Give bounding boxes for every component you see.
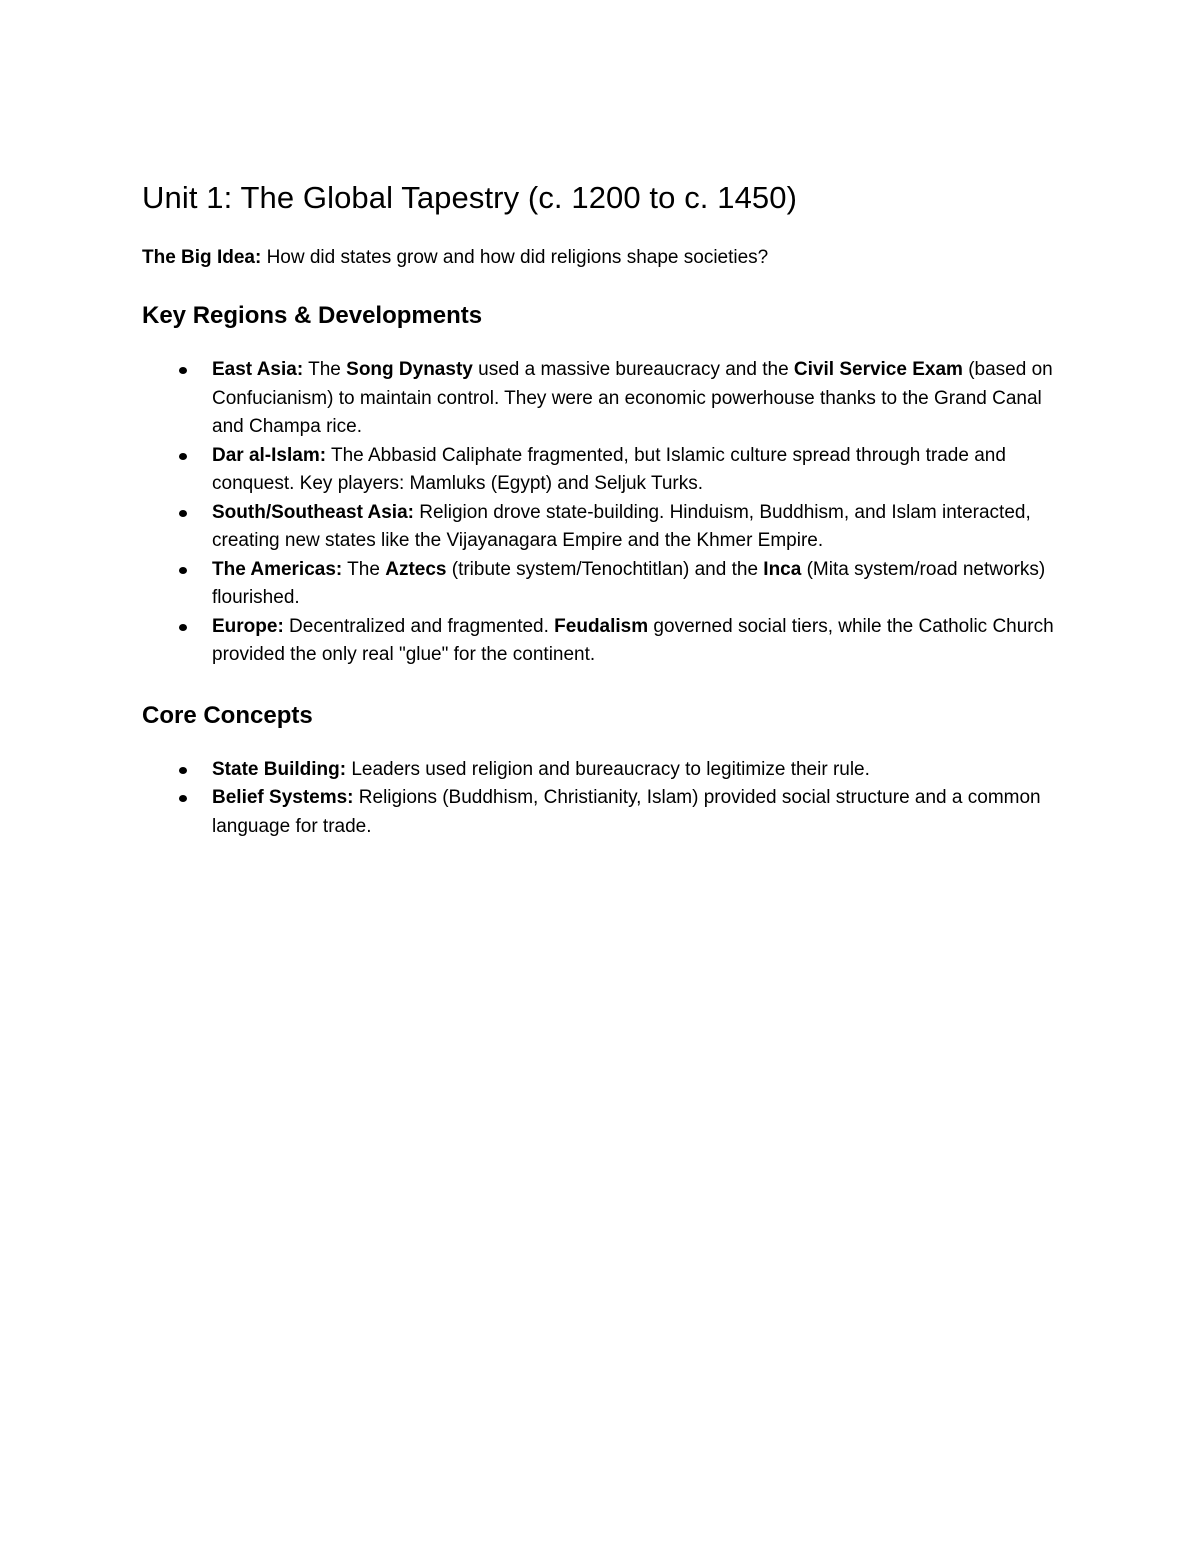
item-bold-term: Inca: [763, 558, 802, 580]
item-text: Leaders used religion and bureaucracy to legitimize their rule.: [346, 758, 870, 780]
item-text: Religion drove state-building. Hinduism, Buddhism, and Islam interacted, creating new states like the Vijayanagara Empire and the Khmer Empire.: [212, 501, 1031, 551]
list-item-europe: [142, 613, 1072, 670]
item-label: Belief Systems:: [212, 787, 354, 808]
section-heading-core-concepts: Core Concepts: [142, 701, 313, 729]
item-bold-term: Civil Service Exam: [793, 359, 963, 380]
item-label: East Asia:: [212, 359, 304, 380]
item-bold-term: Feudalism: [554, 615, 649, 637]
item-text: (based on Confucianism) to maintain control. They were an economic powerhouse thanks to the Grand Canal and Champa rice.: [212, 359, 1053, 437]
item-bold-term: Aztecs: [385, 558, 447, 580]
bullet-icon: [179, 367, 187, 374]
document-page: [142, 178, 1072, 841]
bullet-icon: [179, 795, 187, 802]
bullet-icon: [179, 767, 187, 774]
list-item-state-building: [142, 756, 1072, 785]
key-regions-list: [142, 356, 1072, 670]
item-text: Decentralized and fragmented.: [283, 615, 555, 637]
item-label: Europe:: [212, 615, 284, 637]
section-heading-key-regions: Key Regions & Developments: [142, 302, 483, 329]
core-concepts-list: [142, 756, 1072, 842]
bullet-icon: [179, 510, 187, 517]
big-idea-label: The Big Idea:: [142, 247, 262, 268]
item-text: Religions (Buddhism, Christianity, Islam) provided social structure and a common language for trade.: [212, 787, 1041, 837]
bullet-icon: [179, 624, 187, 631]
item-text: The Abbasid Caliphate fragmented, but Islamic culture spread through trade and conquest. Key players: Mamluks (Egypt) and Seljuk Turks.: [212, 444, 1006, 494]
list-item-east-asia: [142, 356, 1072, 442]
item-label: South/Southeast Asia:: [212, 501, 414, 523]
big-idea-paragraph: [142, 244, 1072, 272]
item-bold-term: Song Dynasty: [346, 359, 473, 380]
item-text: used a massive bureaucracy and the: [472, 359, 794, 380]
item-text: The: [303, 359, 347, 380]
bullet-icon: [179, 453, 187, 460]
list-item-south-southeast-asia: [142, 499, 1072, 556]
item-label: Dar al-Islam:: [212, 444, 327, 466]
item-text: (tribute system/Tenochtitlan) and the: [446, 558, 764, 580]
item-label: State Building:: [212, 758, 347, 780]
item-text: (Mita system/road networks) flourished.: [212, 558, 1046, 608]
item-label: The Americas:: [212, 558, 343, 580]
item-text: governed social tiers, while the Catholic Church provided the only real "glue" for the continent.: [212, 615, 1054, 665]
list-item-the-americas: [142, 556, 1072, 613]
list-item-belief-systems: [142, 784, 1072, 841]
page-title: Unit 1: The Global Tapestry (c. 1200 to c. 1450): [142, 180, 798, 215]
bullet-icon: [179, 567, 187, 574]
item-text: The: [342, 558, 386, 580]
big-idea-text: How did states grow and how did religions shape societies?: [261, 247, 769, 268]
list-item-dar-al-islam: [142, 442, 1072, 499]
